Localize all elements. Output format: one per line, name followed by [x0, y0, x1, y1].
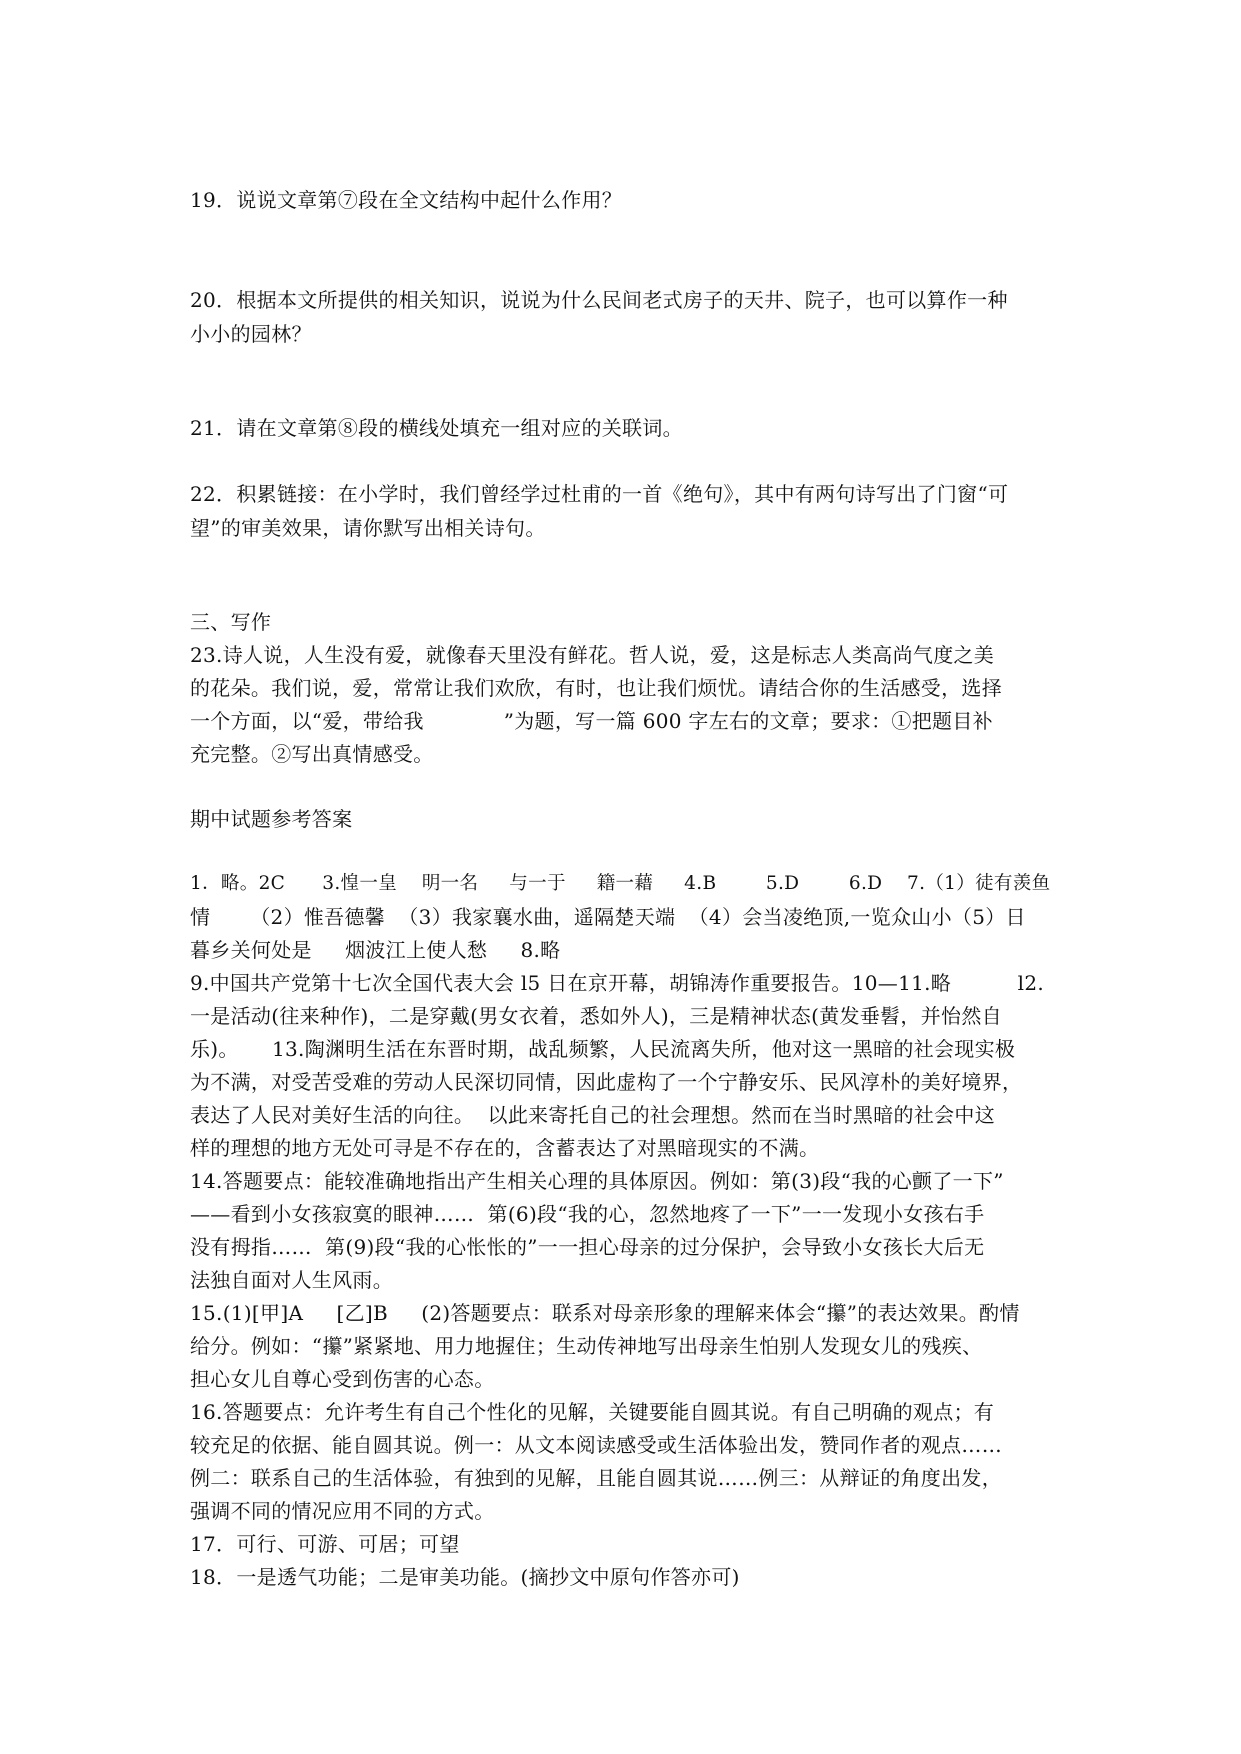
- answer-line: 样的理想的地方无处可寻是不存在的，含蓄表达了对黑暗现实的不满。: [190, 1136, 820, 1160]
- answer-line: 9.中国共产党第十七次全国代表大会 l5 日在京开幕，胡锦涛作重要报告。10—11.略 l2.: [190, 971, 1045, 995]
- answer-line: 例二：联系自己的生活体验，有独到的见解，且能自圆其说……例三：从辩证的角度出发，: [190, 1466, 1002, 1490]
- answer-line: 1．略。2C 3.惶一皇 明一名 与一于 籍一藉 4.B 5.D 6.D 7.（1）徒有羡鱼: [190, 873, 1051, 894]
- answer-line: ——看到小女孩寂寞的眼神…… 第(6)段“我的心，忽然地疼了一下”一一发现小女孩右手: [190, 1202, 985, 1226]
- question-22-line-2: 望”的审美效果，请你默写出相关诗句。: [190, 516, 546, 540]
- answer-line: 担心女儿自尊心受到伤害的心态。: [190, 1367, 495, 1391]
- question-20-line-2: 小小的园林？: [190, 322, 312, 346]
- answer-line: 一是活动(往来种作)，二是穿戴(男女衣着，悉如外人)，三是精神状态(黄发垂髫，并怡然自: [190, 1004, 1002, 1028]
- answer-line: 15.(1)[甲]A [乙]B (2)答题要点：联系对母亲形象的理解来体会“攥”的表达效果。酌情: [190, 1301, 1020, 1325]
- writing-prompt-line-2: 的花朵。我们说，爱，常常让我们欢欣，有时，也让我们烦忧。请结合你的生活感受，选择: [190, 676, 1002, 700]
- answer-line: 表达了人民对美好生活的向往。 以此来寄托自己的社会理想。然而在当时黑暗的社会中这: [190, 1103, 996, 1127]
- answer-line: 14.答题要点：能较准确地指出产生相关心理的具体原因。例如：第(3)段“我的心颤了一下”: [190, 1169, 1004, 1193]
- answer-line: 情 （2）惟吾德馨 （3）我家襄水曲，遥隔楚天端 （4）会当凌绝顶,一览众山小（5）日: [190, 905, 1026, 929]
- question-20-line-1: 20．根据本文所提供的相关知识，说说为什么民间老式房子的天井、院子，也可以算作一种: [190, 288, 1008, 312]
- answer-line: 法独自面对人生风雨。: [190, 1268, 393, 1292]
- answer-line: 较充足的依据、能自圆其说。例一：从文本阅读感受或生活体验出发，赞同作者的观点……: [190, 1433, 1002, 1457]
- answer-line: 没有拇指…… 第(9)段“我的心怅怅的”一一担心母亲的过分保护，会导致小女孩长大后无: [190, 1235, 985, 1259]
- answers-heading: 期中试题参考答案: [190, 807, 353, 831]
- answer-line: 16.答题要点：允许考生有自己个性化的见解，关键要能自圆其说。有自己明确的观点；有: [190, 1400, 995, 1424]
- answer-line: 18．一是透气功能；二是审美功能。(摘抄文中原句作答亦可): [190, 1565, 740, 1589]
- writing-heading: 三、写作: [190, 610, 272, 634]
- question-19: 19．说说文章第⑦段在全文结构中起什么作用？: [190, 188, 623, 212]
- question-21: 21．请在文章第⑧段的横线处填充一组对应的关联词。: [190, 416, 683, 440]
- answer-line: 暮乡关何处是 烟波江上使人愁 8.略: [190, 938, 561, 962]
- writing-prompt-line-3: 一个方面，以“爱，带给我 ”为题，写一篇 600 字左右的文章；要求：①把题目补: [190, 709, 993, 733]
- answer-line: 17．可行、可游、可居；可望: [190, 1532, 460, 1556]
- question-22-line-1: 22．积累链接：在小学时，我们曾经学过杜甫的一首《绝句》，其中有两句诗写出了门窗“可: [190, 482, 1009, 506]
- answer-line: 给分。例如：“攥”紧紧地、用力地握住；生动传神地写出母亲生怕别人发现女儿的残疾、: [190, 1334, 983, 1358]
- answer-line: 乐)。 13.陶渊明生活在东晋时期，战乱频繁，人民流离失所，他对这一黑暗的社会现实极: [190, 1037, 1016, 1061]
- answer-line: 强调不同的情况应用不同的方式。: [190, 1499, 495, 1523]
- answer-line: 为不满，对受苦受难的劳动人民深切同情，因此虚构了一个宁静安乐、民风淳朴的美好境界，: [190, 1070, 1023, 1094]
- writing-prompt-line-1: 23.诗人说，人生没有爱，就像春天里没有鲜花。哲人说，爱，这是标志人类高尚气度之美: [190, 643, 995, 667]
- writing-prompt-line-4: 充完整。②写出真情感受。: [190, 742, 434, 766]
